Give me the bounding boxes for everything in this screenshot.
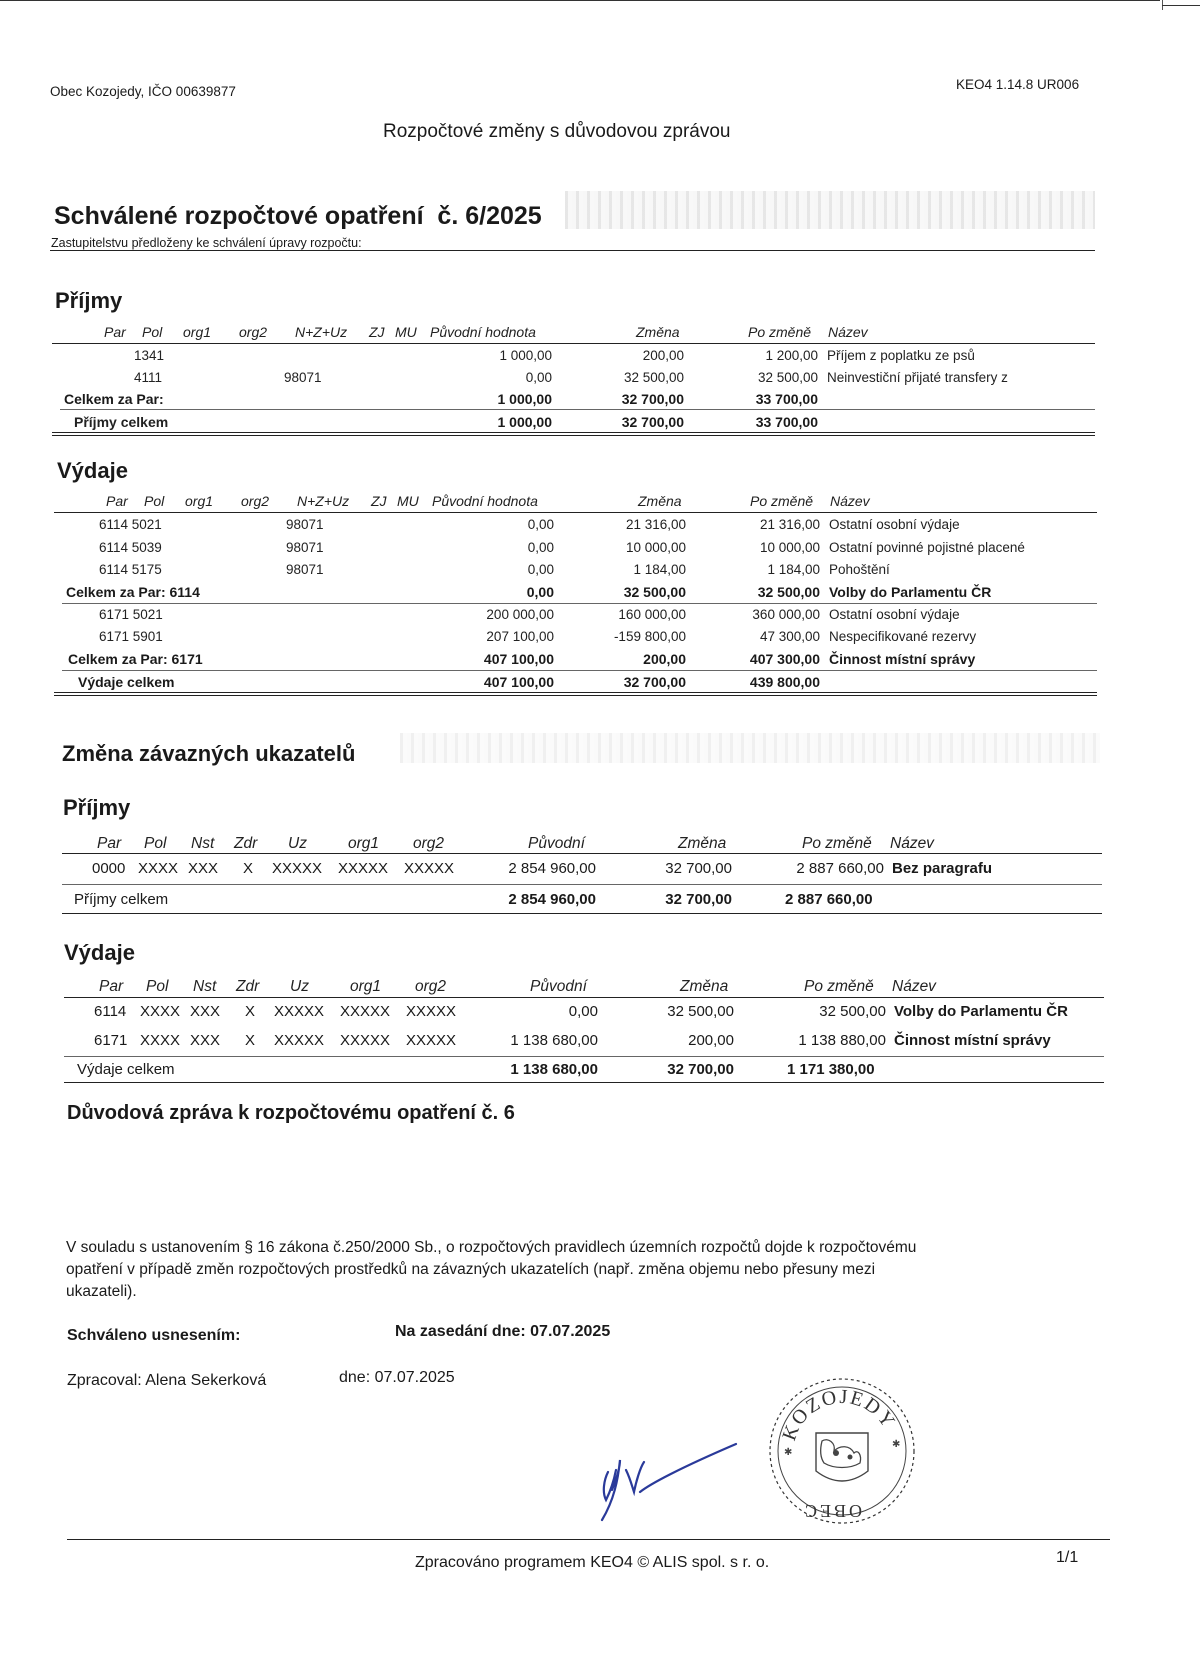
table-row xyxy=(0,860,1200,880)
cell-po: 10 000,00 xyxy=(759,540,820,555)
cell-nazev: Pohoštění xyxy=(829,562,890,577)
cell-nazev: Ostatní osobní výdaje xyxy=(829,517,960,532)
cell-zmena: 160 000,00 xyxy=(618,607,686,622)
col-mu: MU xyxy=(397,493,419,509)
col-uz: Uz xyxy=(288,835,307,852)
col-org1: org1 xyxy=(348,835,380,852)
subtotal-puvodni: 407 100,00 xyxy=(483,651,554,667)
section1-vydaje-header xyxy=(0,493,1200,511)
cell-po: 47 300,00 xyxy=(759,629,820,644)
cell-uz: XXXXX xyxy=(274,1032,325,1049)
cell-po: 360 000,00 xyxy=(752,607,820,622)
cell-puvodni: 0,00 xyxy=(525,370,552,385)
version-info: KEO4 1.14.8 UR006 xyxy=(956,77,1080,92)
section1-prijmy-header xyxy=(0,324,1200,342)
header-rule xyxy=(64,997,1104,998)
cell-org2: 98071 xyxy=(286,540,324,555)
cell-po: 1 200,00 xyxy=(765,348,818,363)
cell-zmena: 200,00 xyxy=(688,1032,734,1049)
cell-nazev: Ostatní povinné pojistné placené xyxy=(829,540,1025,555)
total-row xyxy=(0,674,1200,692)
cell-pol: XXXX xyxy=(140,1032,181,1049)
cell-puvodni: 1 000,00 xyxy=(499,348,552,363)
cell-org2: 98071 xyxy=(286,562,324,577)
total-row xyxy=(0,414,1200,432)
total-label: Výdaje celkem xyxy=(78,674,175,690)
col-puvodni: Původní hodnota xyxy=(432,493,538,509)
section2-title: Změna závazných ukazatelů xyxy=(62,741,356,766)
document-subtitle: Rozpočtové změny s důvodovou zprávou xyxy=(383,121,731,142)
total-puvodni: 1 000,00 xyxy=(497,414,552,430)
cell-nazev: Bez paragrafu xyxy=(892,860,993,877)
total-rule xyxy=(62,913,1102,914)
scan-noise-band xyxy=(565,191,1095,229)
total-zmena: 32 700,00 xyxy=(621,414,684,430)
header-rule xyxy=(52,343,1095,344)
cell-org2: XXXXX xyxy=(404,860,455,877)
cell-po: 1 138 880,00 xyxy=(798,1032,886,1049)
total-po: 2 887 660,00 xyxy=(785,891,873,908)
reason-title: Důvodová zpráva k rozpočtovému opatření č. 6 xyxy=(67,1102,515,1124)
footer-program: Zpracováno programem KEO4 © ALIS spol. s r. o. xyxy=(415,1554,770,1571)
subtotal-zmena: 32 700,00 xyxy=(621,391,684,407)
cell-nst: XXX xyxy=(188,860,219,877)
cell-pol: 4111 xyxy=(134,370,163,385)
cell-parpol: 6114 5175 xyxy=(99,562,162,577)
cell-pol: XXXX xyxy=(138,860,179,877)
table-row xyxy=(0,629,1200,647)
cell-parpol: 6114 5021 xyxy=(99,517,162,532)
cell-zdr: X xyxy=(245,1032,256,1049)
col-org1: org1 xyxy=(350,978,382,995)
cell-org2: 98071 xyxy=(284,370,322,385)
document-title: Schválené rozpočtové opatření č. 6/2025 xyxy=(54,202,542,230)
col-par: Par xyxy=(99,978,124,995)
col-zmena: Změna xyxy=(638,493,682,509)
cell-zmena: -159 800,00 xyxy=(613,629,686,644)
total-rule xyxy=(64,1082,1104,1083)
col-nazev: Název xyxy=(892,978,936,995)
col-nst: Nst xyxy=(193,978,217,995)
reason-line-1: V souladu s ustanovením § 16 zákona č.250/2000 Sb., o rozpočtových pravidlech územních rozpočtů dojde k rozpočtovému xyxy=(66,1239,917,1256)
table-row xyxy=(0,517,1200,535)
col-org2: org2 xyxy=(241,493,270,509)
subtotal-rule xyxy=(62,670,1097,671)
cell-nst: XXX xyxy=(190,1032,221,1049)
subtotal-row xyxy=(0,391,1200,409)
total-po: 33 700,00 xyxy=(755,414,818,430)
col-org1: org1 xyxy=(185,493,214,509)
col-nazev: Název xyxy=(830,493,870,509)
cell-zmena: 1 184,00 xyxy=(633,562,686,577)
title-rule xyxy=(50,250,1095,251)
col-par: Par xyxy=(104,324,126,340)
cell-zmena: 10 000,00 xyxy=(625,540,686,555)
cell-puvodni: 0,00 xyxy=(527,517,554,532)
cell-org1: XXXXX xyxy=(338,860,389,877)
footer-rule xyxy=(67,1539,1110,1540)
cell-zmena: 32 500,00 xyxy=(667,1003,734,1020)
reason-text xyxy=(66,1237,1146,1303)
total-row xyxy=(0,1061,1200,1081)
reason-line-2: opatření v případě změn rozpočtových prostředků na závazných ukazatelích (např. změna objemu nebo přesuny mezi xyxy=(66,1261,876,1278)
cell-org1: XXXXX xyxy=(340,1032,391,1049)
header-rule xyxy=(54,512,1097,513)
subtotal-rule xyxy=(60,409,1095,410)
col-zdr: Zdr xyxy=(234,835,258,852)
cell-zdr: X xyxy=(243,860,254,877)
signature-icon xyxy=(590,1420,740,1530)
total-po: 439 800,00 xyxy=(749,674,820,690)
meeting-date: Na zasedání dne: 07.07.2025 xyxy=(395,1323,611,1340)
col-po-zmene: Po změně xyxy=(748,324,812,340)
cell-puvodni: 0,00 xyxy=(568,1003,598,1020)
cell-org1: XXXXX xyxy=(340,1003,391,1020)
col-zmena: Změna xyxy=(678,835,727,852)
page-number: 1/1 xyxy=(1056,1549,1079,1566)
col-zj: ZJ xyxy=(369,324,385,340)
prepared-by: Zpracoval: Alena Sekerková xyxy=(67,1372,267,1389)
col-mu: MU xyxy=(395,324,417,340)
cell-org2: XXXXX xyxy=(406,1003,457,1020)
col-po-zmene: Po změně xyxy=(804,978,874,995)
total-rule-2 xyxy=(54,695,1097,696)
total-label: Příjmy celkem xyxy=(74,414,169,430)
cell-puvodni: 1 138 680,00 xyxy=(510,1032,598,1049)
cell-parpol: 6114 5039 xyxy=(99,540,162,555)
table-row xyxy=(0,540,1200,558)
svg-text:✱: ✱ xyxy=(784,1447,793,1458)
total-rule-2 xyxy=(52,435,1095,436)
cell-zdr: X xyxy=(245,1003,256,1020)
cell-puvodni: 207 100,00 xyxy=(486,629,554,644)
col-org1: org1 xyxy=(183,324,212,340)
row-rule xyxy=(64,1056,1104,1057)
col-puvodni: Původní xyxy=(528,835,585,852)
col-puvodni: Původní hodnota xyxy=(430,324,536,340)
cell-parpol: 6171 5901 xyxy=(99,629,163,644)
col-uz: Uz xyxy=(290,978,309,995)
total-row xyxy=(0,891,1200,911)
total-zmena: 32 700,00 xyxy=(667,1061,734,1078)
cell-par: 6171 xyxy=(94,1032,128,1049)
col-pol: Pol xyxy=(144,493,165,509)
subtotal-puvodni: 1 000,00 xyxy=(497,391,552,407)
top-border xyxy=(0,0,1160,1)
cell-pol: 1341 xyxy=(134,348,165,363)
col-zdr: Zdr xyxy=(236,978,260,995)
svg-text:✱: ✱ xyxy=(892,1439,901,1450)
total-rule-1 xyxy=(54,692,1097,693)
cell-org2: XXXXX xyxy=(406,1032,457,1049)
cell-po: 32 500,00 xyxy=(757,370,818,385)
col-po-zmene: Po změně xyxy=(802,835,872,852)
col-nazev: Název xyxy=(828,324,868,340)
cell-zmena: 200,00 xyxy=(642,348,684,363)
section2-prijmy-header xyxy=(0,835,1200,855)
total-rule-1 xyxy=(52,432,1095,433)
scan-noise-band xyxy=(400,733,1100,763)
table-row xyxy=(0,370,1200,388)
section1-prijmy-heading: Příjmy xyxy=(55,288,123,313)
subtotal-label: Celkem za Par: xyxy=(64,391,164,407)
cell-zmena: 32 700,00 xyxy=(665,860,732,877)
subtotal-row xyxy=(0,584,1200,602)
col-zj: ZJ xyxy=(371,493,387,509)
col-zmena: Změna xyxy=(636,324,680,340)
cell-puvodni: 200 000,00 xyxy=(486,607,554,622)
col-puvodni: Původní xyxy=(530,978,587,995)
cell-po: 1 184,00 xyxy=(767,562,820,577)
cell-puvodni: 2 854 960,00 xyxy=(508,860,596,877)
seal-text-bottom: OBEC xyxy=(801,1501,862,1521)
org-info: Obec Kozojedy, IČO 00639877 xyxy=(50,84,236,99)
cell-par: 6114 xyxy=(94,1003,127,1020)
total-zmena: 32 700,00 xyxy=(665,891,732,908)
total-label: Výdaje celkem xyxy=(77,1061,175,1078)
cell-po: 32 500,00 xyxy=(819,1003,886,1020)
total-puvodni: 2 854 960,00 xyxy=(508,891,596,908)
row-rule xyxy=(62,884,1102,885)
cell-par: 0000 xyxy=(92,860,126,877)
cell-zmena: 32 500,00 xyxy=(623,370,684,385)
cell-nazev: Volby do Parlamentu ČR xyxy=(894,1003,1068,1020)
subtotal-zmena: 32 500,00 xyxy=(623,584,686,600)
total-puvodni: 1 138 680,00 xyxy=(510,1061,598,1078)
municipal-seal-icon xyxy=(764,1373,920,1529)
table-row xyxy=(0,348,1200,366)
document-note: Zastupitelstvu předloženy ke schválení úpravy rozpočtu: xyxy=(51,236,362,250)
total-zmena: 32 700,00 xyxy=(623,674,686,690)
table-row xyxy=(0,562,1200,580)
section2-prijmy-heading: Příjmy xyxy=(63,795,131,820)
subtotal-rule xyxy=(62,603,1097,604)
subtotal-po: 32 500,00 xyxy=(757,584,820,600)
subtotal-zmena: 200,00 xyxy=(643,651,686,667)
cell-nazev: Činnost místní správy xyxy=(894,1032,1051,1049)
total-label: Příjmy celkem xyxy=(74,891,169,908)
col-pol: Pol xyxy=(144,835,167,852)
subtotal-nazev: Činnost místní správy xyxy=(829,651,976,667)
col-org2: org2 xyxy=(415,978,447,995)
col-par: Par xyxy=(106,493,128,509)
total-puvodni: 407 100,00 xyxy=(483,674,554,690)
cell-po: 21 316,00 xyxy=(759,517,820,532)
col-pol: Pol xyxy=(146,978,169,995)
col-par: Par xyxy=(97,835,122,852)
total-po: 1 171 380,00 xyxy=(787,1061,875,1078)
cell-nazev: Příjem z poplatku ze psů xyxy=(827,348,975,363)
cell-uz: XXXXX xyxy=(274,1003,325,1020)
table-row xyxy=(0,607,1200,625)
col-nst: Nst xyxy=(191,835,215,852)
cell-puvodni: 0,00 xyxy=(527,540,554,555)
cell-nst: XXX xyxy=(190,1003,221,1020)
col-nzuz: N+Z+Uz xyxy=(297,493,350,509)
cell-pol: XXXX xyxy=(140,1003,181,1020)
subtotal-label: Celkem za Par: 6171 xyxy=(68,651,203,667)
cell-parpol: 6171 5021 xyxy=(99,607,163,622)
cell-nazev: Neinvestiční přijaté transfery z xyxy=(827,370,1008,385)
approved-label: Schváleno usnesením: xyxy=(67,1327,241,1344)
cell-nazev: Ostatní osobní výdaje xyxy=(829,607,960,622)
subtotal-label: Celkem za Par: 6114 xyxy=(66,584,200,600)
subtotal-po: 33 700,00 xyxy=(755,391,818,407)
reason-line-3: ukazateli). xyxy=(66,1283,137,1300)
cell-zmena: 21 316,00 xyxy=(625,517,686,532)
seal-text-top: KOZOJEDY xyxy=(778,1385,900,1444)
scan-mark xyxy=(1162,5,1200,6)
table-row xyxy=(0,1003,1200,1023)
prepared-date: dne: 07.07.2025 xyxy=(339,1369,455,1386)
col-po-zmene: Po změně xyxy=(750,493,814,509)
subtotal-po: 407 300,00 xyxy=(749,651,820,667)
table-row xyxy=(0,1032,1200,1052)
cell-puvodni: 0,00 xyxy=(527,562,554,577)
subtotal-puvodni: 0,00 xyxy=(526,584,554,600)
cell-org2: 98071 xyxy=(286,517,324,532)
col-org2: org2 xyxy=(239,324,268,340)
cell-nazev: Nespecifikované rezervy xyxy=(829,629,977,644)
col-zmena: Změna xyxy=(680,978,729,995)
section2-vydaje-heading: Výdaje xyxy=(64,940,135,965)
col-nazev: Název xyxy=(890,835,934,852)
subtotal-row xyxy=(0,651,1200,669)
col-nzuz: N+Z+Uz xyxy=(295,324,348,340)
section1-vydaje-heading: Výdaje xyxy=(57,458,128,483)
cell-po: 2 887 660,00 xyxy=(796,860,884,877)
col-pol: Pol xyxy=(142,324,163,340)
subtotal-nazev: Volby do Parlamentu ČR xyxy=(829,584,992,600)
col-org2: org2 xyxy=(413,835,445,852)
section2-vydaje-header xyxy=(0,978,1200,998)
cell-uz: XXXXX xyxy=(272,860,323,877)
header-rule xyxy=(62,853,1102,854)
